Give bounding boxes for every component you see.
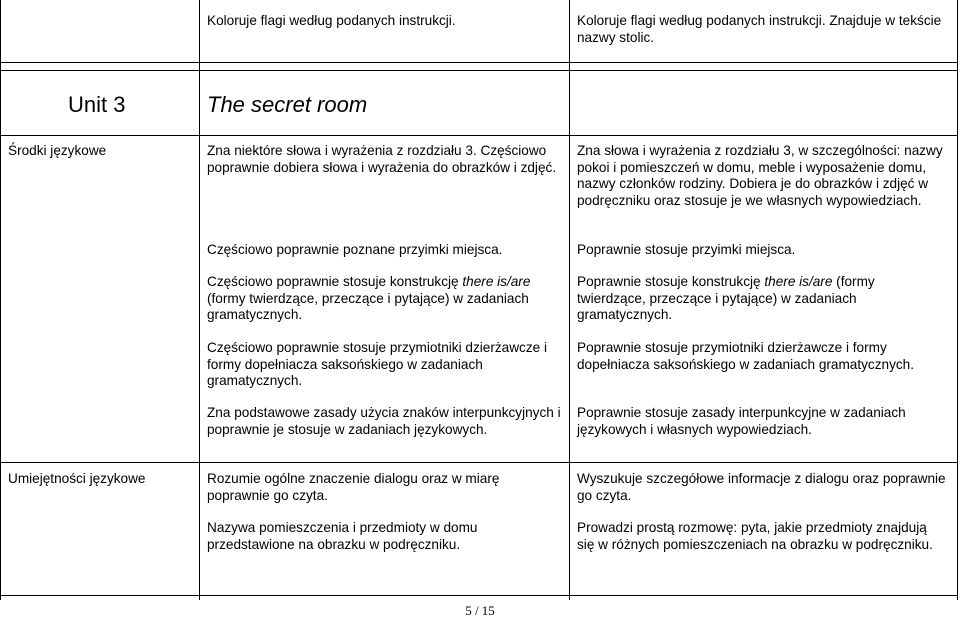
srodki-row3-left-italic: there is/are bbox=[462, 274, 531, 289]
umiejetnosci-row2-left: Nazywa pomieszczenia i przedmioty w domu przedstawione na obrazku w podręczniku. bbox=[207, 520, 478, 552]
table-border-left bbox=[0, 0, 1, 600]
srodki-row2-left: Częściowo poprawnie poznane przyimki miejsca. bbox=[207, 242, 503, 257]
srodki-row1-left: Zna niektóre słowa i wyrażenia z rozdziału 3. Częściowo poprawnie dobiera słowa i wyrażenia do obrazków i zdjęć. bbox=[207, 143, 557, 175]
srodki-row3-right-a: Poprawnie stosuje konstrukcję bbox=[577, 274, 765, 289]
umiejetnosci-row1-left: Rozumie ogólne znaczenie dialogu oraz w miarę poprawnie go czyta. bbox=[207, 471, 500, 503]
row-line-3 bbox=[0, 135, 958, 136]
umiejetnosci-row2-right: Prowadzi prostą rozmowę: pyta, jakie przedmioty znajdują się w różnych pomieszczeniach na obrazku w podręczniku. bbox=[577, 520, 933, 552]
srodki-row3-right-italic: there is/are bbox=[764, 274, 833, 289]
srodki-row3-right bbox=[577, 274, 947, 324]
row-line-1 bbox=[0, 62, 958, 63]
unit-title: The secret room bbox=[207, 92, 368, 117]
table-border-right bbox=[957, 0, 958, 600]
table-divider-1 bbox=[199, 0, 200, 600]
srodki-row2-right: Poprawnie stosuje przyimki miejsca. bbox=[577, 242, 796, 257]
section-label-srodki: Środki językowe bbox=[8, 143, 107, 158]
srodki-row4-left: Częściowo poprawnie stosuje przymiotniki dzierżawcze i formy dopełniacza saksońskiego w zadaniach gramatycznych. bbox=[207, 340, 547, 388]
table-divider-2 bbox=[569, 0, 570, 600]
section-label-umiejetnosci: Umiejętności językowe bbox=[8, 471, 146, 486]
umiejetnosci-row1-right: Wyszukuje szczegółowe informacje z dialogu oraz poprawnie go czyta. bbox=[577, 471, 946, 503]
srodki-row3-left bbox=[207, 274, 562, 324]
srodki-row5-left: Zna podstawowe zasady użycia znaków interpunkcyjnych i poprawnie je stosuje w zadaniach językowych. bbox=[207, 405, 561, 437]
page-number: 5 / 15 bbox=[465, 603, 495, 618]
srodki-row1-right: Zna słowa i wyrażenia z rozdziału 3, w szczególności: nazwy pokoi i pomieszczeń w domu, meble i wyposażenie domu, nazwy członków rodziny. Dobiera je do obrazków i zdjęć w podręczniku oraz stosuje je we własnych wypowiedziach. bbox=[577, 143, 943, 208]
row-line-4 bbox=[0, 462, 958, 463]
srodki-row4-right: Poprawnie stosuje przymiotniki dzierżawcze i formy dopełniacza saksońskiego w zadaniach gramatycznych. bbox=[577, 340, 915, 372]
srodki-row3-right-b: (formy twierdzące, przeczące i pytające) w zadaniach gramatycznych. bbox=[577, 274, 875, 322]
top-row-col3-text: Koloruje flagi według podanych instrukcji. Znajduje w tekście nazwy stolic. bbox=[577, 13, 942, 45]
row-line-2 bbox=[0, 70, 958, 71]
srodki-row3-left-a: Częściowo poprawnie stosuje konstrukcję bbox=[207, 274, 463, 289]
srodki-row3-left-b: (formy twierdzące, przeczące i pytające) w zadaniach gramatycznych. bbox=[207, 290, 529, 322]
top-row-col2-text: Koloruje flagi według podanych instrukcji. bbox=[207, 13, 456, 28]
srodki-row5-right: Poprawnie stosuje zasady interpunkcyjne w zadaniach językowych i własnych wypowiedziach. bbox=[577, 405, 906, 437]
row-line-5 bbox=[0, 595, 958, 596]
unit-number: Unit 3 bbox=[68, 92, 126, 117]
